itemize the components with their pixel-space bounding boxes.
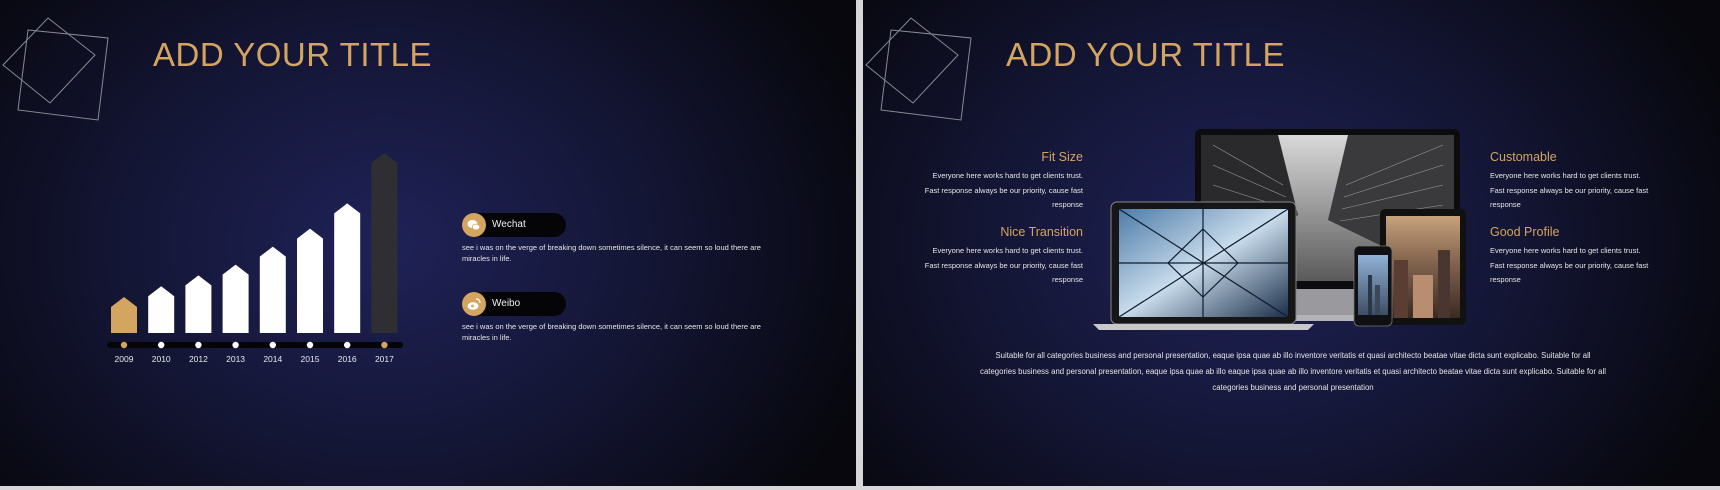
slide-title: ADD YOUR TITLE: [153, 36, 433, 73]
timeline-dot: [307, 342, 313, 348]
chart-bar-2016: [334, 203, 360, 333]
chart-tick-label: 2017: [374, 354, 394, 364]
callout-label: Wechat: [492, 219, 526, 230]
wechat-icon: [462, 213, 486, 237]
slide-left: [0, 0, 856, 486]
chart-bar-2014: [260, 247, 286, 333]
chart-tick-label: 2015: [300, 354, 320, 364]
chart-tick-label: 2010: [151, 354, 171, 364]
tablet-mockup: [1380, 209, 1466, 325]
timeline-dot: [121, 342, 127, 348]
feature-text-good-profile: Everyone here works hard to get clients trust. Fast response always be our priority, cause fast response: [1490, 246, 1649, 284]
timeline-dot: [270, 342, 276, 348]
timeline-dot: [344, 342, 350, 348]
phone-mockup: [1354, 246, 1392, 326]
feature-title-fit-size: Fit Size: [1041, 150, 1083, 164]
device-mockups-image: [1088, 125, 1488, 335]
feature-text-nice-transition: Everyone here works hard to get clients trust. Fast response always be our priority, cause fast response: [924, 246, 1083, 284]
callout-label: Weibo: [492, 298, 521, 309]
chart-bar-2015: [297, 229, 323, 333]
chart-bar-2013: [223, 265, 249, 333]
chart-bar-2017: [371, 153, 397, 333]
growth-bar-chart: [100, 145, 420, 375]
feature-text-customable: Everyone here works hard to get clients trust. Fast response always be our priority, cause fast response: [1490, 171, 1649, 209]
chart-tick-label: 2013: [226, 354, 246, 364]
feature-title-nice-transition: Nice Transition: [1000, 225, 1083, 239]
callout-text: see i was on the verge of breaking down sometimes silence, it can seem so loud there are miracles in life.: [462, 243, 761, 263]
chart-bar-2009: [111, 297, 137, 333]
feature-text-fit-size: Everyone here works hard to get clients trust. Fast response always be our priority, cause fast response: [924, 171, 1083, 209]
description-paragraph: Suitable for all categories business and personal presentation, eaque ipsa quae ab illo inventore veritatis et quasi architecto beatae vitae dicta sunt explicabo. Suitable for all categories business and personal presentation, eaque ipsa quae ab illo eaque ipsa quae ab illo inventore veritatis et quasi architecto beatae vitae dicta sunt explicabo. Suitable for all categories business and personal presentation: [980, 351, 1606, 392]
slide-right: [863, 0, 1720, 486]
callout-pill-wechat: [462, 213, 566, 237]
square-outline-decoration: [863, 10, 983, 130]
timeline-dot: [232, 342, 238, 348]
chart-bar-2010: [148, 286, 174, 333]
timeline-dot: [158, 342, 164, 348]
timeline-dot: [195, 342, 201, 348]
slide-title: ADD YOUR TITLE: [1006, 36, 1286, 73]
feature-title-good-profile: Good Profile: [1490, 225, 1560, 239]
chart-tick-label: 2014: [263, 354, 283, 364]
feature-title-customable: Customable: [1490, 150, 1557, 164]
callout-text: see i was on the verge of breaking down sometimes silence, it can seem so loud there are miracles in life.: [462, 322, 761, 342]
square-outline-decoration: [0, 10, 120, 130]
chart-tick-label: 2009: [114, 354, 134, 364]
chart-tick-label: 2012: [188, 354, 208, 364]
chart-bar-2012: [185, 275, 211, 333]
weibo-icon: [462, 292, 486, 316]
timeline-dot: [381, 342, 387, 348]
callout-pill-weibo: [462, 292, 566, 316]
chart-tick-label: 2016: [337, 354, 357, 364]
laptop-mockup: [1093, 202, 1314, 330]
